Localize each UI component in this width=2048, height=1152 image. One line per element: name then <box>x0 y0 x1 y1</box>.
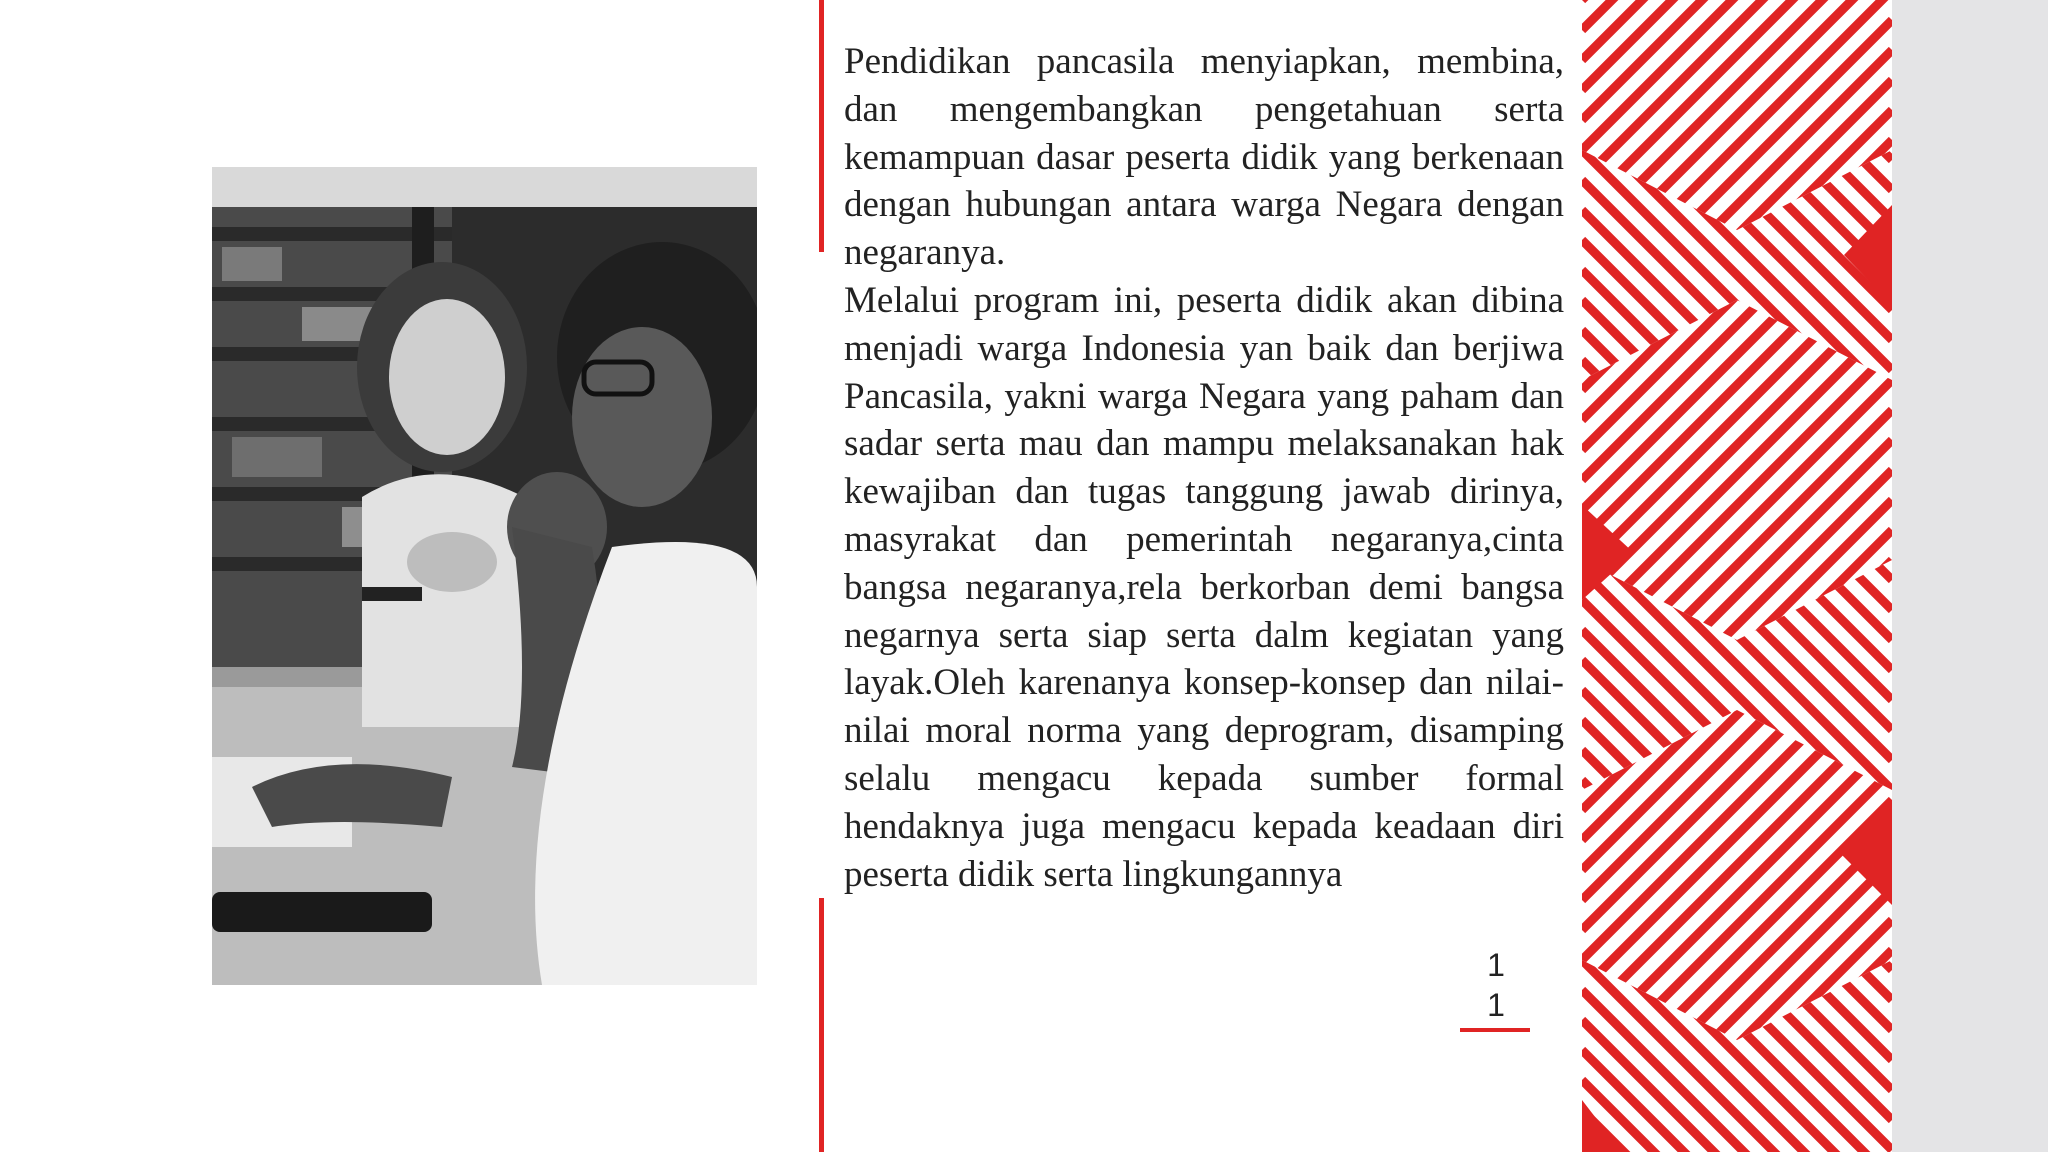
page-number <box>1462 945 1530 1025</box>
students-photo-illustration <box>212 167 757 985</box>
page-number-line-1: 1 <box>1487 947 1505 983</box>
pattern-stripe <box>1582 320 1892 630</box>
page-number-line-2: 1 <box>1487 987 1505 1023</box>
side-gray-strip <box>1892 0 2048 1152</box>
paragraph-2: Melalui program ini, peserta didik akan dibina menjadi warga Indonesia yan baik dan berjiwa Pancasila, yakni warga Negara yang paham dan sadar serta mau dan mampu melaksanakan hak kewajiban dan tugas tanggung jawab dirinya, masyrakat dan pemerintah negaranya,cinta bangsa negaranya,rela berkorban demi bangsa negarnya serta siap serta dalm kegiatan yang layak.Oleh karenanya konsep-konsep dan nilai-nilai moral norma yang deprogram, disamping selalu mengacu kepada sumber formal hendaknya juga mengacu kepada keadaan diri peserta didik serta lingkungannya <box>844 279 1564 895</box>
accent-rule-bottom <box>819 898 824 1152</box>
pattern-stripe <box>1582 260 1892 570</box>
diagonal-stripe-pattern <box>1582 0 1892 1152</box>
paragraph-1: Pendidikan pancasila menyiapkan, membina, dan mengembangkan pengetahuan serta kemampuan dasar peserta didik yang berkenaan dengan hubungan antara warga Negara dengan negaranya. <box>844 41 1564 274</box>
decorative-pattern-panel <box>1582 0 1892 1152</box>
page-number-underline <box>1460 1028 1530 1032</box>
pattern-stripe <box>1582 710 1892 1020</box>
accent-rule-top <box>819 0 824 252</box>
students-photo <box>212 167 757 985</box>
pattern-stripe <box>1582 680 1892 990</box>
body-text <box>844 38 1564 898</box>
